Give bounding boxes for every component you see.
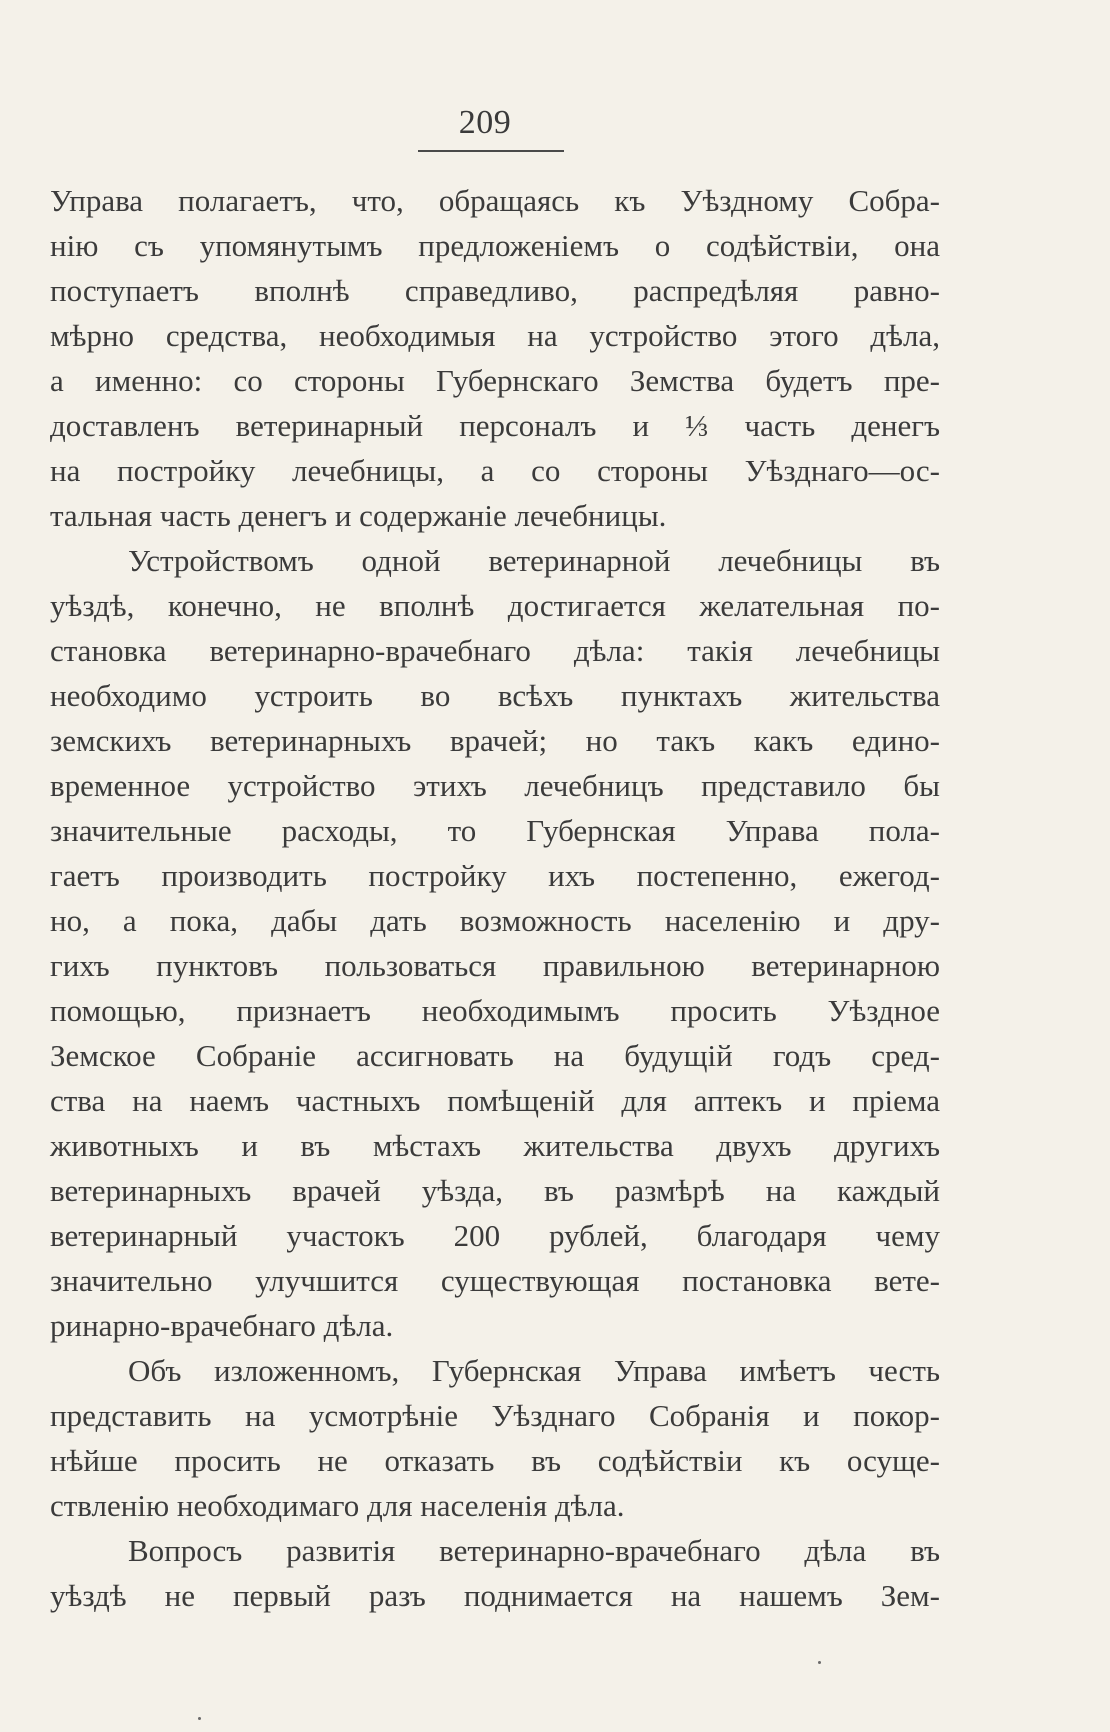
text-line: нію съ упомянутымъ предложеніемъ о содѣйствіи, она xyxy=(50,228,940,263)
text-line: поступаетъ вполнѣ справедливо, распредѣляя равно- xyxy=(50,273,940,308)
body-text xyxy=(50,178,940,1618)
text-line: тальная часть денегъ и содержаніе лечебницы. xyxy=(50,498,667,533)
text-line: ства на наемъ частныхъ помѣщеній для аптекъ и пріема xyxy=(50,1083,940,1118)
text-line: а именно: со стороны Губернскаго Земства будетъ пре- xyxy=(50,363,940,398)
text-line: ветеринарный участокъ 200 рублей, благодаря чему xyxy=(50,1218,940,1253)
paragraph xyxy=(50,1528,940,1618)
page-number: 209 xyxy=(458,104,512,141)
text-line: значительно улучшится существующая постановка вете- xyxy=(50,1263,940,1298)
paragraph xyxy=(50,178,940,538)
text-line: Объ изложенномъ, Губернская Управа имѣетъ честь xyxy=(128,1353,940,1388)
text-line: значительные расходы, то Губернская Управа пола- xyxy=(50,813,940,848)
text-line: земскихъ ветеринарныхъ врачей; но такъ какъ едино- xyxy=(50,723,940,758)
text-line: Устройствомъ одной ветеринарной лечебницы въ xyxy=(128,543,940,578)
ink-speck xyxy=(818,1661,821,1664)
paragraph xyxy=(50,1348,940,1528)
text-line: Управа полагаетъ, что, обращаясь къ Уѣздному Собра- xyxy=(50,183,940,218)
text-line: ринарно-врачебнаго дѣла. xyxy=(50,1308,394,1343)
text-line: доставленъ ветеринарный персоналъ и ⅓ часть денегъ xyxy=(50,408,940,443)
text-line: становка ветеринарно-врачебнаго дѣла: такія лечебницы xyxy=(50,633,940,668)
text-line: мѣрно средства, необходимыя на устройство этого дѣла, xyxy=(50,318,940,353)
text-line: Земское Собраніе ассигновать на будущій годъ сред- xyxy=(50,1038,940,1073)
text-line: представить на усмотрѣніе Уѣзднаго Собранія и покор- xyxy=(50,1398,940,1433)
text-line: животныхъ и въ мѣстахъ жительства двухъ другихъ xyxy=(50,1128,940,1163)
text-line: уѣздѣ не первый разъ поднимается на нашемъ Зем- xyxy=(50,1578,940,1613)
text-line: ветеринарныхъ врачей уѣзда, въ размѣрѣ на каждый xyxy=(50,1173,940,1208)
text-line: нѣйше просить не отказать въ содѣйствіи къ осуще- xyxy=(50,1443,940,1478)
text-line: гаетъ производить постройку ихъ постепенно, ежегод- xyxy=(50,858,940,893)
text-line: ствленію необходимаго для населенія дѣла. xyxy=(50,1488,625,1523)
text-line: гихъ пунктовъ пользоваться правильною ветеринарною xyxy=(50,948,940,983)
text-line: Вопросъ развитія ветеринарно-врачебнаго дѣла въ xyxy=(128,1533,940,1568)
text-line: уѣздѣ, конечно, не вполнѣ достигается желательная по- xyxy=(50,588,940,623)
text-line: на постройку лечебницы, а со стороны Уѣзднаго—ос- xyxy=(50,453,940,488)
text-line: временное устройство этихъ лечебницъ представило бы xyxy=(50,768,940,803)
text-line: необходимо устроить во всѣхъ пунктахъ жительства xyxy=(50,678,940,713)
ink-speck xyxy=(198,1717,201,1720)
text-line: помощью, признаетъ необходимымъ просить Уѣздное xyxy=(50,993,940,1028)
text-line: но, а пока, дабы дать возможность населенію и дру- xyxy=(50,903,940,938)
page-number-rule xyxy=(418,150,564,152)
paragraph xyxy=(50,538,940,1348)
